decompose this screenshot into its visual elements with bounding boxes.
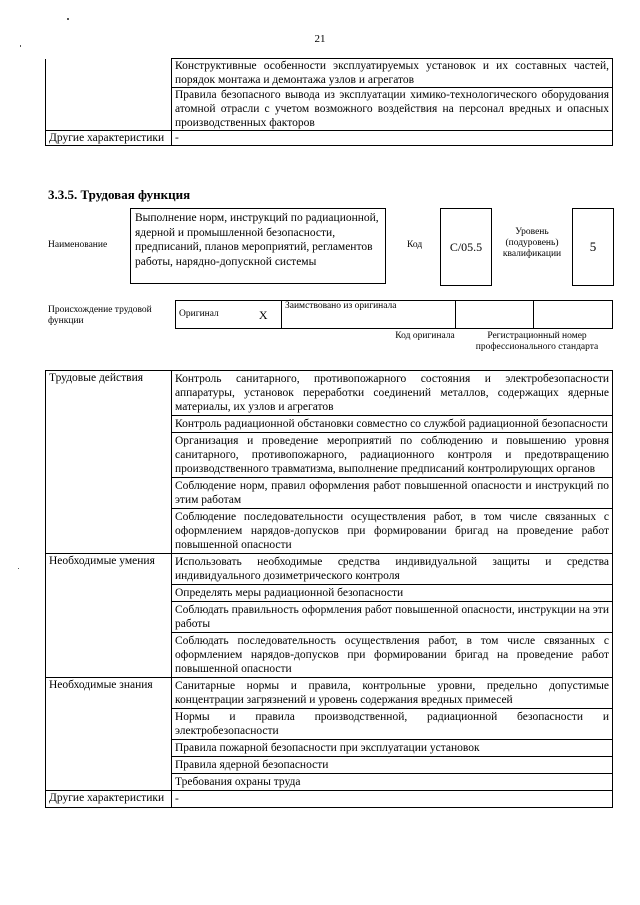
row-value: Конструктивные особенности эксплуатируемых установок и их составных частей, порядок монтажа и демонтажа узлов и агрегатов [172, 59, 613, 88]
table-row [46, 509, 613, 554]
code-caption: Код оригинала [395, 331, 455, 341]
name-label: Наименование [48, 240, 108, 250]
continuation-table [45, 58, 613, 146]
page-number: 21 [314, 33, 326, 45]
group-label-actions: Трудовые действия [46, 371, 172, 416]
skill-item: Соблюдать правильность оформления работ повышенной опасности, инструкции на эти работы [172, 602, 613, 633]
table-row [46, 740, 613, 757]
table-row [46, 757, 613, 774]
scan-speck [67, 18, 69, 20]
skill-item: Определять меры радиационной безопасности [172, 585, 613, 602]
row-label [46, 59, 172, 88]
row-label: Другие характеристики [46, 131, 172, 146]
table-row [46, 791, 613, 808]
borrowed-label: Заимствовано из оригинала [282, 301, 456, 329]
table-row [46, 602, 613, 633]
knowledge-item: Нормы и правила производственной, радиационной безопасности и электробезопасности [172, 709, 613, 740]
table-row [46, 371, 613, 416]
table-row [46, 416, 613, 433]
row-value: - [172, 131, 613, 146]
original-code-cell [456, 301, 534, 329]
origin-table [175, 300, 613, 329]
table-row [46, 633, 613, 678]
group-label-knowledge: Необходимые знания [46, 678, 172, 709]
table-row [46, 554, 613, 585]
action-item: Соблюдение норм, правил оформления работ повышенной опасности и инструкций по этим работам [172, 478, 613, 509]
section-title: 3.3.5. Трудовая функция [48, 187, 191, 202]
table-row [46, 774, 613, 791]
reg-caption: Регистрационный номер профессионального стандарта [475, 331, 599, 352]
knowledge-item: Правила ядерной безопасности [172, 757, 613, 774]
origin-label: Происхождение трудовой функции [48, 305, 152, 326]
level-label: Уровень (подуровень) квалификации [502, 227, 562, 259]
action-item: Соблюдение последовательности осуществления работ, в том числе связанных с оформлением нарядов-допусков при формировании бригад на проведение работ повышенной опасности [172, 509, 613, 554]
scan-speck [18, 568, 19, 569]
action-item: Организация и проведение мероприятий по соблюдению и повышению уровня санитарного, противопожарного, радиационного контроля и предотвращению производственного травматизма, выполнение предписаний контролирующих органов [172, 433, 613, 478]
original-label: Оригинал [176, 301, 246, 329]
table-row [46, 88, 613, 131]
table-row [46, 478, 613, 509]
table-row [46, 433, 613, 478]
function-name: Выполнение норм, инструкций по радиационной, ядерной и промышленной безопасности, предписаний, планов мероприятий, регламентов работы, нарядно-допускной системы [130, 208, 386, 284]
table-row [46, 709, 613, 740]
knowledge-item: Санитарные нормы и правила, контрольные уровни, предельно допустимые концентрации загрязнений и уровень содержания вредных примесей [172, 678, 613, 709]
function-table [45, 370, 613, 808]
row-value: Правила безопасного вывода из эксплуатации химико-технологического оборудования атомной отрасли с учетом возможного воздействия на персонал вредных и опасных производственных факторов [172, 88, 613, 131]
table-row [46, 585, 613, 602]
code-label: Код [407, 240, 423, 250]
table-row [46, 131, 613, 146]
row-label [46, 88, 172, 131]
table-row [46, 59, 613, 88]
function-code: C/05.5 [440, 208, 492, 286]
table-row [46, 678, 613, 709]
group-label-other: Другие характеристики [46, 791, 172, 808]
knowledge-item: Требования охраны труда [172, 774, 613, 791]
action-item: Контроль радиационной обстановки совместно со службой радиационной безопасности [172, 416, 613, 433]
other-item: - [172, 791, 613, 808]
group-label-skills: Необходимые умения [46, 554, 172, 585]
action-item: Контроль санитарного, противопожарного состояния и электробезопасности аппаратуры, установок переработки соединений металлов, содержащих ядерные материалы, их узлов и агрегатов [172, 371, 613, 416]
knowledge-item: Правила пожарной безопасности при эксплуатации установок [172, 740, 613, 757]
original-mark: X [246, 301, 282, 329]
registration-number-cell [534, 301, 613, 329]
skill-item: Использовать необходимые средства индивидуальной защиты и средства индивидуального дозиметрического контроля [172, 554, 613, 585]
qualification-level: 5 [572, 208, 614, 286]
skill-item: Соблюдать последовательность осуществления работ, в том числе связанных с оформлением нарядов-допусков при формировании бригад на проведение работ повышенной опасности [172, 633, 613, 678]
scan-speck [20, 45, 21, 47]
